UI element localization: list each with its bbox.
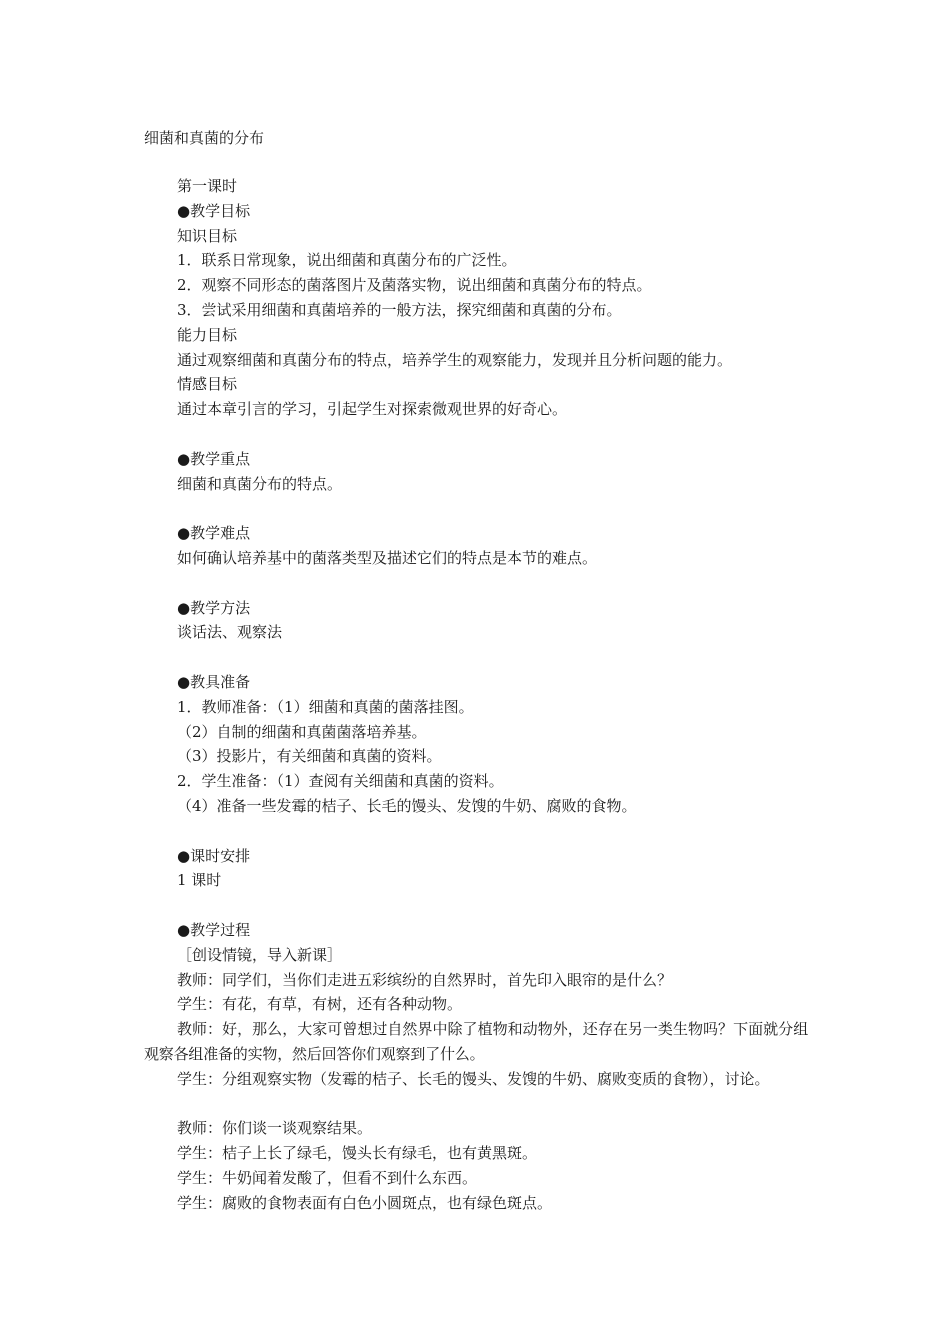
method-text: 谈话法、观察法 bbox=[177, 623, 283, 642]
schedule-heading: ●课时安排 bbox=[177, 846, 251, 865]
materials-item: （2）自制的细菌和真菌菌落培养基。 bbox=[177, 722, 427, 741]
materials-item: 2．学生准备：（1）查阅有关细菌和真菌的资料。 bbox=[177, 772, 504, 791]
knowledge-item: 1．联系日常现象，说出细菌和真菌分布的广泛性。 bbox=[177, 251, 517, 270]
spacer bbox=[144, 893, 808, 918]
emotion-text: 通过本章引言的学习，引起学生对探索微观世界的好奇心。 bbox=[177, 400, 568, 419]
spacer bbox=[144, 571, 808, 596]
knowledge-item: 3．尝试采用细菌和真菌培养的一般方法，探究细菌和真菌的分布。 bbox=[177, 300, 622, 319]
spacer bbox=[144, 422, 808, 447]
dialogue-paragraph: 教师：好，那么，大家可曾想过自然界中除了植物和动物外，还存在另一类生物吗？下面就分组观察各组准备的实物，然后回答你们观察到了什么。 bbox=[144, 1020, 808, 1063]
document-title: 细菌和真菌的分布 bbox=[144, 129, 265, 147]
spacer bbox=[144, 819, 808, 844]
spacer bbox=[144, 1091, 808, 1116]
key-point-text: 细菌和真菌分布的特点。 bbox=[177, 474, 343, 493]
materials-item: （3）投影片，有关细菌和真菌的资料。 bbox=[177, 747, 442, 766]
key-point-heading: ●教学重点 bbox=[177, 449, 251, 468]
ability-heading: 能力目标 bbox=[177, 325, 238, 344]
process-heading: ●教学过程 bbox=[177, 920, 251, 939]
document-body bbox=[144, 174, 808, 1215]
emotion-heading: 情感目标 bbox=[177, 375, 238, 394]
schedule-text: 1 课时 bbox=[177, 871, 222, 890]
materials-item: 1．教师准备：（1）细菌和真菌的菌落挂图。 bbox=[177, 697, 474, 716]
knowledge-heading: 知识目标 bbox=[177, 226, 238, 245]
spacer bbox=[144, 645, 808, 670]
difficulty-heading: ●教学难点 bbox=[177, 524, 251, 543]
dialogue-line: 教师：你们谈一谈观察结果。 bbox=[177, 1119, 373, 1138]
ability-text: 通过观察细菌和真菌分布的特点，培养学生的观察能力，发现并且分析问题的能力。 bbox=[177, 350, 733, 369]
difficulty-text: 如何确认培养基中的菌落类型及描述它们的特点是本节的难点。 bbox=[177, 548, 598, 567]
objectives-heading: ●教学目标 bbox=[177, 201, 251, 220]
method-heading: ●教学方法 bbox=[177, 598, 251, 617]
dialogue-line: 学生：有花，有草，有树，还有各种动物。 bbox=[177, 995, 463, 1014]
materials-heading: ●教具准备 bbox=[177, 672, 251, 691]
dialogue-line: 学生：桔子上长了绿毛，馒头长有绿毛，也有黄黑斑。 bbox=[177, 1144, 538, 1163]
dialogue-line: 教师：同学们，当你们走进五彩缤纷的自然界时，首先印入眼帘的是什么？ bbox=[177, 970, 673, 989]
materials-item: （4）准备一些发霉的桔子、长毛的馒头、发馊的牛奶、腐败的食物。 bbox=[177, 796, 637, 815]
dialogue-line: 学生：牛奶闻着发酸了，但看不到什么东西。 bbox=[177, 1168, 478, 1187]
dialogue-line: 学生：分组观察实物（发霉的桔子、长毛的馒头、发馊的牛奶、腐败变质的食物），讨论。 bbox=[177, 1069, 770, 1088]
spacer bbox=[144, 496, 808, 521]
knowledge-item: 2．观察不同形态的菌落图片及菌落实物，说出细菌和真菌分布的特点。 bbox=[177, 276, 652, 295]
process-section: ［创设情镜，导入新课］ bbox=[177, 945, 343, 964]
dialogue-line: 学生：腐败的食物表面有白色小圆斑点，也有绿色斑点。 bbox=[177, 1193, 553, 1212]
lesson-label: 第一课时 bbox=[177, 177, 238, 195]
